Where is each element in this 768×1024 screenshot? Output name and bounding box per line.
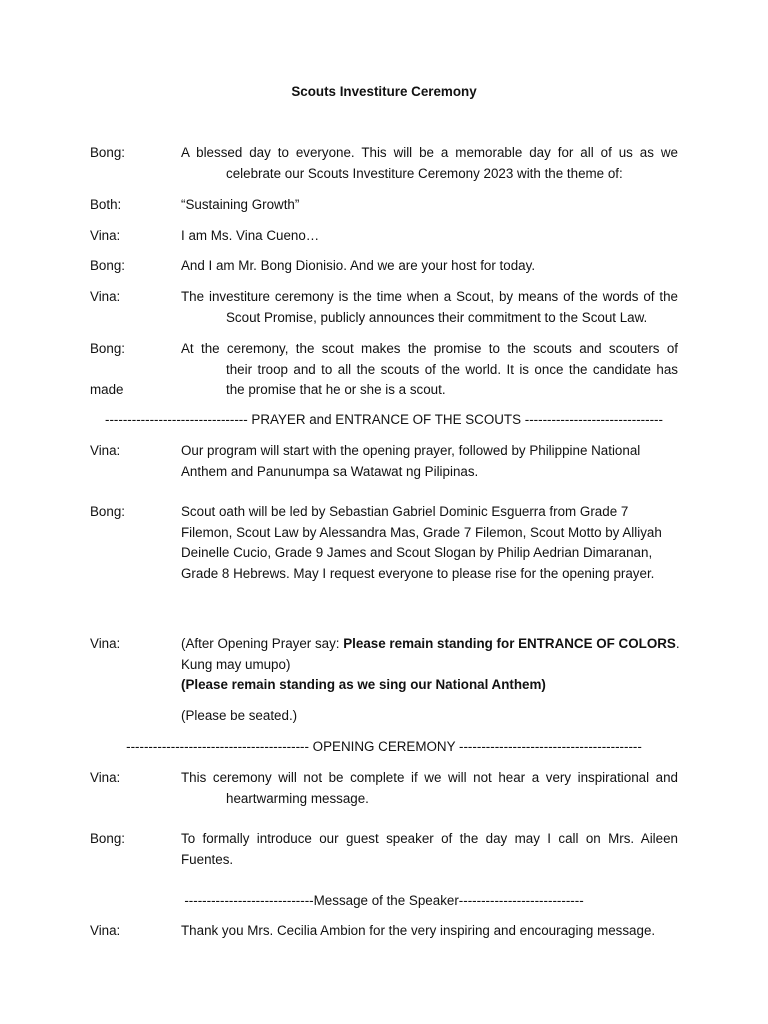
text-line: Fuentes. xyxy=(181,851,234,867)
text-line xyxy=(181,634,678,655)
dialogue-text xyxy=(181,143,678,184)
document-title: Scouts Investiture Ceremony xyxy=(291,84,477,99)
speaker-label: Vina: xyxy=(90,228,121,243)
punctuation: . xyxy=(675,636,680,651)
text-line: And I am Mr. Bong Dionisio. And we are your host for today. xyxy=(181,258,536,273)
dialogue-text xyxy=(181,502,678,584)
stage-direction: (After Opening Prayer say: xyxy=(181,636,344,651)
text-line: Anthem and Panunumpa sa Watawat ng Pilipinas. xyxy=(181,463,479,479)
text-line: Our program will start with the opening prayer, followed by Philippine National xyxy=(181,443,641,458)
dialogue-text xyxy=(181,226,678,247)
speaker-label: Bong: xyxy=(90,258,125,273)
dialogue-text xyxy=(181,441,678,482)
speaker-label: Bong: xyxy=(90,341,125,356)
speaker-label: Bong: xyxy=(90,831,125,846)
dialogue-text xyxy=(181,634,678,726)
text-line: Grade 8 Hebrews. May I request everyone to please rise for the opening prayer. xyxy=(181,565,655,581)
speaker-label: Both: xyxy=(90,197,122,212)
text-line: To formally introduce our guest speaker of the day may I call on Mrs. Aileen xyxy=(181,831,678,846)
section-divider: ----------------------------------------- OPENING CEREMONY ----------------------------------------- xyxy=(126,739,642,754)
emphasis-text: Please remain standing for ENTRANCE OF COLORS xyxy=(343,636,676,651)
dialogue-text xyxy=(181,195,678,216)
text-line: At the ceremony, the scout makes the promise to the scouts and scouters of xyxy=(181,341,678,356)
text-line: celebrate our Scouts Investiture Ceremony 2023 with the theme of: xyxy=(226,165,623,181)
dialogue-text xyxy=(181,829,678,870)
emphasis-text: (Please remain standing as we sing our National Anthem) xyxy=(181,677,546,693)
dialogue-text xyxy=(181,256,678,277)
speaker-label: Vina: xyxy=(90,636,121,651)
text-line: Scout oath will be led by Sebastian Gabriel Dominic Esguerra from Grade 7 xyxy=(181,504,629,519)
text-line: Kung may umupo) xyxy=(181,656,291,672)
text-line: Scout Promise, publicly announces their commitment to the Scout Law. xyxy=(226,309,648,325)
text-line: I am Ms. Vina Cueno… xyxy=(181,228,320,243)
text-line: Deinelle Cucio, Grade 9 James and Scout Slogan by Philip Aedrian Dimaranan, xyxy=(181,545,653,561)
speaker-label: Bong: xyxy=(90,145,125,160)
speaker-label: Vina: xyxy=(90,289,121,304)
dialogue-text xyxy=(181,287,678,328)
text-line: A blessed day to everyone. This will be a memorable day for all of us as we xyxy=(181,145,678,160)
speaker-label: Vina: xyxy=(90,923,121,938)
text-line: the promise that he or she is a scout. xyxy=(226,382,446,398)
text-line: their troop and to all the scouts of the world. It is once the candidate has xyxy=(226,361,678,377)
text-line: “Sustaining Growth” xyxy=(181,197,300,212)
text-line: This ceremony will not be complete if we will not hear a very inspirational and xyxy=(181,770,678,785)
section-divider: -----------------------------Message of the Speaker---------------------------- xyxy=(184,893,584,908)
text-line: The investiture ceremony is the time when a Scout, by means of the words of the xyxy=(181,289,678,304)
speaker-label: Bong: xyxy=(90,504,125,519)
wrapped-word: made xyxy=(90,382,124,397)
speaker-label: Vina: xyxy=(90,770,121,785)
dialogue-text xyxy=(181,768,678,809)
section-divider: -------------------------------- PRAYER and ENTRANCE OF THE SCOUTS ------------------------------- xyxy=(105,412,663,427)
dialogue-text xyxy=(181,921,678,942)
text-line: Filemon, Scout Law by Alessandra Mas, Grade 7 Filemon, Scout Motto by Alliyah xyxy=(181,524,662,540)
speaker-label: Vina: xyxy=(90,443,121,458)
text-line: heartwarming message. xyxy=(226,790,369,806)
text-line: Thank you Mrs. Cecilia Ambion for the very inspiring and encouraging message. xyxy=(181,923,656,938)
dialogue-text xyxy=(181,339,678,401)
text-line: (Please be seated.) xyxy=(181,707,298,723)
